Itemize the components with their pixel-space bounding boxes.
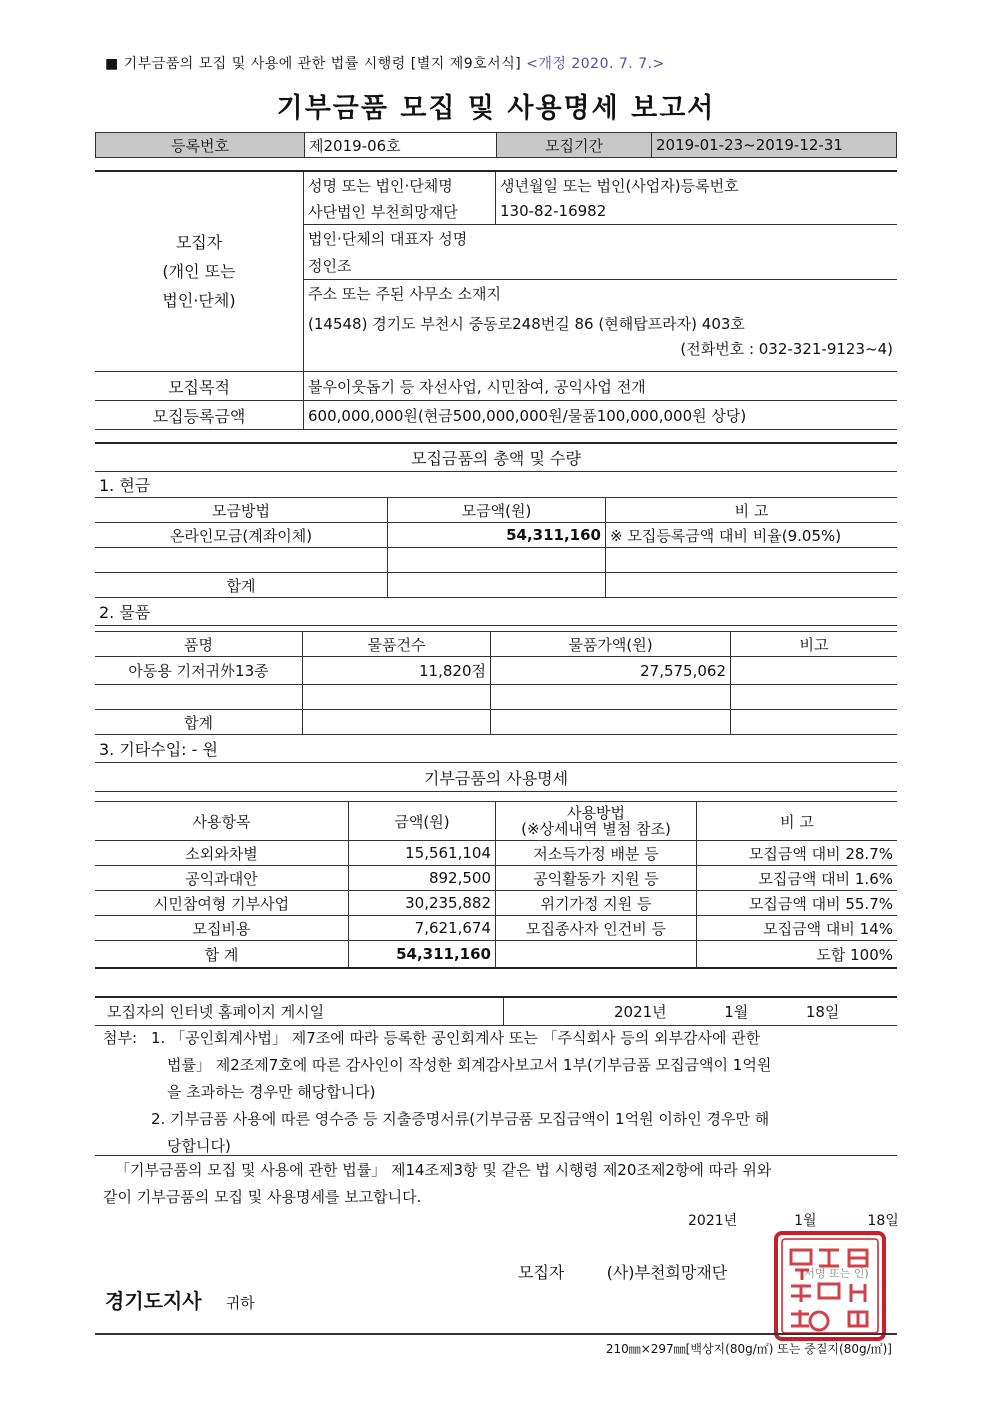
usage-row3-amount: 30,235,882	[349, 891, 496, 916]
reg-amount-value: 600,000,000원(현금500,000,000원/물품100,000,000원 상당)	[304, 401, 898, 430]
usage-row4-amount: 7,621,674	[349, 916, 496, 941]
registration-no-label: 등록번호	[96, 133, 305, 158]
recipient	[105, 1285, 255, 1314]
cash-header-amount: 모금액(원)	[388, 498, 606, 523]
usage-row2-amount: 892,500	[349, 866, 496, 891]
cash-total-note	[606, 573, 898, 598]
goods-row2-note	[731, 685, 898, 710]
usage-row1-method: 저소득가정 배분 등	[496, 841, 697, 866]
goods-row1-note	[731, 657, 898, 685]
usage-row1-item: 소외와차별	[95, 841, 349, 866]
cash-row2-method	[95, 548, 388, 573]
usage-row3-item: 시민참여형 기부사업	[95, 891, 349, 916]
cash-header-note: 비 고	[606, 498, 898, 523]
usage-total-note: 도합 100%	[697, 941, 898, 969]
usage-row1-amount: 15,561,104	[349, 841, 496, 866]
goods-total-count	[303, 710, 491, 735]
collector-label	[95, 171, 304, 372]
representative-label: 법인·단체의 대표자 성명	[304, 225, 898, 253]
address-label: 주소 또는 주된 사무소 소재지	[304, 280, 898, 308]
table-row	[95, 841, 897, 866]
regno-value: 130-82-16982	[496, 198, 898, 225]
attachment-item1-line2: 법률」 제2조제7호에 따른 감사인이 작성한 회계감사보고서 1부(기부금품 모집금액이 1억원	[167, 1056, 772, 1074]
goods-row2-item	[95, 685, 303, 710]
official-seal	[773, 1230, 887, 1342]
signer	[518, 1260, 727, 1283]
paper-spec: 210㎜×297㎜[백상지(80g/㎡) 또는 중질지(80g/㎡)]	[605, 1342, 892, 1356]
internet-post-date	[504, 997, 898, 1026]
report-date-day: 18일	[867, 1213, 899, 1229]
totals-title: 모집금품의 총액 및 수량	[95, 443, 897, 472]
attachments	[103, 1025, 893, 1160]
usage-row2-note: 모집금액 대비 1.6%	[697, 866, 898, 891]
address-value: (14548) 경기도 부천시 중동로248번길 86 (현해탑프라자) 403호	[308, 315, 745, 333]
goods-header-note: 비고	[731, 632, 898, 657]
document-title: 기부금품 모집 및 사용명세 보고서	[276, 93, 716, 124]
cash-row1-note: ※ 모집등록금액 대비 비율(9.05%)	[606, 523, 898, 548]
registration-table	[95, 132, 897, 158]
cash-header-method: 모금방법	[95, 498, 388, 523]
seal-note: (서명 또는 인)	[800, 1267, 869, 1280]
recipient-suffix: 귀하	[225, 1294, 255, 1312]
form-reference	[105, 53, 665, 73]
goods-header-count: 물품건수	[303, 632, 491, 657]
statement-line2: 같이 기부금품의 모집 및 사용명세를 보고합니다.	[103, 1188, 422, 1206]
collector-table	[95, 170, 897, 430]
internet-post-month: 1월	[724, 1003, 749, 1021]
collector-label-line1: 모집자	[175, 233, 223, 252]
attachments-prefix: 첨부:	[103, 1029, 138, 1047]
other-income: 3. 기타수입: - 원	[95, 735, 897, 763]
form-reference-text: ■ 기부금품의 모집 및 사용에 관한 법률 시행령 [별지 제9호서식]	[105, 56, 522, 72]
goods-row2-value	[491, 685, 731, 710]
usage-row3-method: 위기가정 지원 등	[496, 891, 697, 916]
cash-table	[95, 497, 897, 626]
statement	[103, 1157, 893, 1211]
name-value: 사단법인 부천희망재단	[304, 198, 496, 225]
goods-row1-value: 27,575,062	[491, 657, 731, 685]
signer-name: (사)부천희망재단	[606, 1263, 728, 1282]
cash-row2-amount	[388, 548, 606, 573]
phone-number: (전화번호 : 032-321-9123~4)	[680, 340, 893, 358]
attachment-item1-line1: 1. 「공인회계사법」 제7조에 따라 등록한 공인회계사 또는 「주식회사 등의 외부감사에 관한	[151, 1029, 761, 1047]
reg-amount-label: 모집등록금액	[95, 401, 304, 430]
signer-label: 모집자	[518, 1263, 565, 1282]
usage-row4-note: 모집금액 대비 14%	[697, 916, 898, 941]
table-row	[95, 916, 897, 941]
cash-total-label: 합계	[95, 573, 388, 598]
table-row	[95, 548, 897, 573]
report-date	[688, 1210, 899, 1230]
internet-post-label: 모집자의 인터넷 홈페이지 게시일	[95, 997, 504, 1026]
goods-row1-item: 아동용 기저귀外13종	[95, 657, 303, 685]
internet-post-table	[95, 996, 897, 1026]
statement-line1: 「기부금품의 모집 및 사용에 관한 법률」 제14조제3항 및 같은 법 시행령 제20조제2항에 따라 위와	[115, 1161, 772, 1179]
goods-total-note	[731, 710, 898, 735]
recipient-name: 경기도지사	[105, 1289, 202, 1313]
goods-row1-count: 11,820점	[303, 657, 491, 685]
cash-section-label: 1. 현금	[95, 472, 897, 498]
period-label: 모집기간	[497, 133, 652, 158]
goods-total-value	[491, 710, 731, 735]
cash-row2-note	[606, 548, 898, 573]
attachment-item2-line1: 2. 기부금품 사용에 따른 영수증 등 지출증명서류(기부금품 모집금액이 1억원 이하인 경우만 해	[151, 1110, 770, 1128]
table-row	[95, 685, 897, 710]
usage-header-note: 비 고	[697, 802, 898, 841]
table-row	[95, 657, 897, 685]
goods-table	[95, 631, 897, 792]
goods-header-value: 물품가액(원)	[491, 632, 731, 657]
usage-header-amount: 금액(원)	[349, 802, 496, 841]
goods-row2-count	[303, 685, 491, 710]
usage-row2-item: 공익과대안	[95, 866, 349, 891]
attachment-item1-line3: 을 초과하는 경우만 해당합니다)	[167, 1083, 376, 1101]
representative-value: 정인조	[304, 252, 898, 280]
usage-row3-note: 모집금액 대비 55.7%	[697, 891, 898, 916]
usage-row4-method: 모집종사자 인건비 등	[496, 916, 697, 941]
usage-total-label: 합 계	[95, 941, 349, 969]
collector-label-line2: (개인 또는	[162, 262, 236, 281]
usage-table	[95, 801, 897, 969]
usage-header-item: 사용항목	[95, 802, 349, 841]
goods-total-label: 합계	[95, 710, 303, 735]
cash-row1-amount: 54,311,160	[388, 523, 606, 548]
seal-graphic	[773, 1230, 887, 1342]
internet-post-year: 2021년	[614, 1003, 667, 1021]
address-cell	[304, 307, 898, 372]
attachment-item2-line2: 당합니다)	[167, 1137, 231, 1155]
bottom-rule	[95, 1333, 897, 1335]
usage-row1-note: 모집금액 대비 28.7%	[697, 841, 898, 866]
purpose-value: 불우이웃돕기 등 자선사업, 시민참여, 공익사업 전개	[304, 372, 898, 401]
table-row	[95, 891, 897, 916]
cash-total-amount	[388, 573, 606, 598]
regno-label: 생년월일 또는 법인(사업자)등록번호	[496, 171, 898, 198]
report-date-month: 1월	[794, 1213, 817, 1229]
statement-divider	[95, 1155, 897, 1156]
usage-title: 기부금품의 사용명세	[95, 763, 897, 792]
goods-section-label: 2. 물품	[95, 598, 897, 626]
usage-header-method	[496, 802, 697, 841]
table-row	[95, 866, 897, 891]
usage-total-amount: 54,311,160	[349, 941, 496, 969]
cash-row1-method: 온라인모금(계좌이체)	[95, 523, 388, 548]
collector-label-line3: 법인·단체)	[162, 291, 236, 310]
registration-no-value: 제2019-06호	[305, 133, 497, 158]
revision-note: <개정 2020. 7. 7.>	[526, 56, 665, 72]
period-value: 2019-01-23~2019-12-31	[652, 133, 897, 158]
usage-row4-item: 모집비용	[95, 916, 349, 941]
totals-title-table	[95, 442, 897, 498]
name-label: 성명 또는 법인·단체명	[304, 171, 496, 198]
goods-header-item: 품명	[95, 632, 303, 657]
internet-post-day: 18일	[805, 1003, 840, 1021]
usage-header-method-sub: (※상세내역 별첨 참조)	[521, 820, 671, 838]
report-date-year: 2021년	[688, 1213, 738, 1229]
usage-header-method-main: 사용방법	[567, 804, 625, 822]
usage-total-method	[496, 941, 697, 969]
table-row	[95, 523, 897, 548]
usage-row2-method: 공익활동가 지원 등	[496, 866, 697, 891]
purpose-label: 모집목적	[95, 372, 304, 401]
